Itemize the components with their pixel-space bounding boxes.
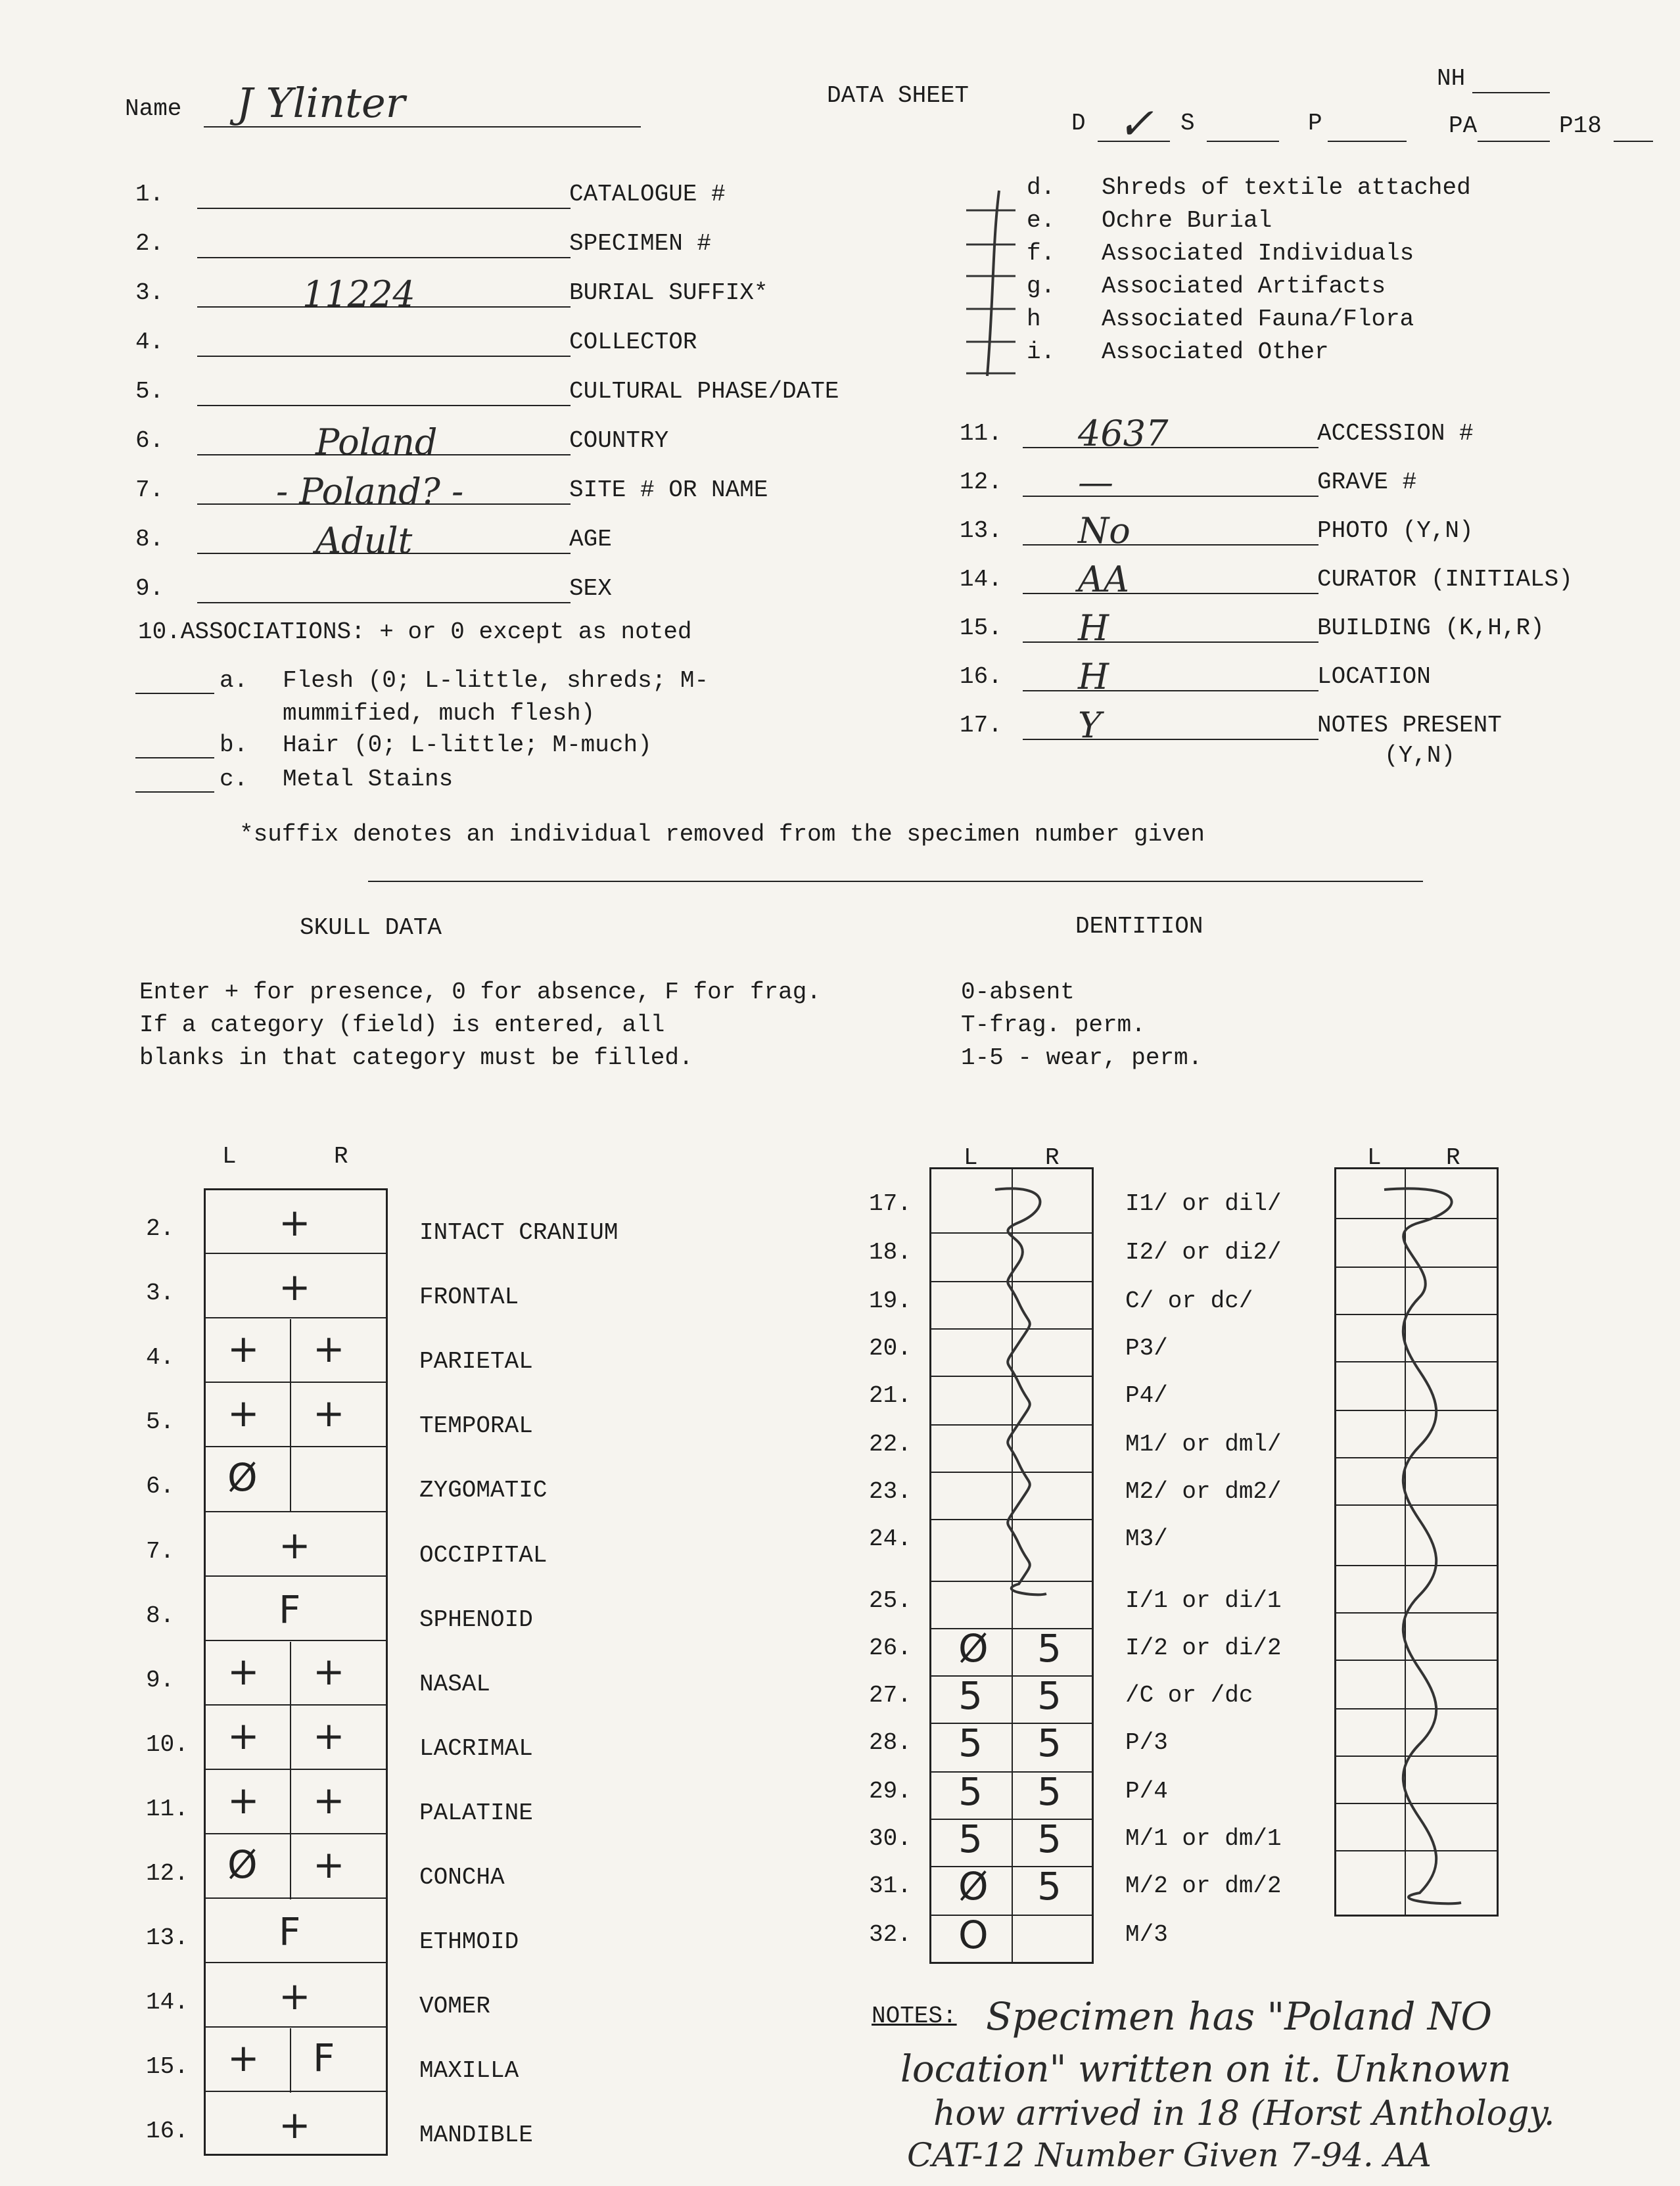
skull-cell-center[interactable]: +: [279, 2103, 311, 2148]
assoc-blank: [135, 757, 214, 758]
name-label: Name: [125, 95, 182, 122]
assoc-blank: [135, 791, 214, 793]
skull-row-label: MAXILLA: [419, 2057, 519, 2085]
dentition-cell-right[interactable]: 5: [1037, 1769, 1062, 1814]
dentition-row-number: 32.: [869, 1921, 912, 1948]
field-number: 1.: [135, 181, 164, 208]
skull-row-number: 13.: [146, 1924, 189, 1952]
skull-cell-right[interactable]: +: [313, 1777, 345, 1823]
dentition-legend-2: T-frag. perm.: [961, 1012, 1146, 1038]
dentition-row-number: 25.: [869, 1587, 912, 1614]
field-line: [1023, 641, 1318, 643]
s-line: [1207, 141, 1279, 142]
field-line: [197, 602, 571, 603]
field-number: 11.: [960, 420, 1002, 447]
dentition-row-label: P/4: [1125, 1778, 1168, 1805]
dentition-cell-left[interactable]: Ø: [958, 1626, 989, 1671]
skull-col-divider: [290, 1771, 291, 1835]
skull-col-divider: [290, 2028, 291, 2093]
pa-label: PA: [1449, 112, 1478, 139]
assoc-text: Associated Artifacts: [1102, 273, 1386, 300]
dentition-row-label: M3/: [1125, 1525, 1168, 1552]
name-value[interactable]: J Ylinter: [237, 79, 406, 127]
skull-col-divider: [290, 1706, 291, 1771]
skull-cell-center[interactable]: F: [279, 1909, 301, 1955]
notes-line-4[interactable]: CAT-12 Number Given 7-94. AA: [907, 2136, 1432, 2174]
dentition-heading: DENTITION: [1075, 913, 1203, 940]
skull-row-number: 11.: [146, 1795, 189, 1823]
p-line: [1328, 141, 1407, 142]
field-value[interactable]: Adult: [315, 520, 413, 561]
assoc-text: Flesh (0; L-little, shreds; M-: [283, 667, 709, 694]
dentition-row-label: M/1 or dm/1: [1125, 1825, 1282, 1852]
dentition-col-r: R: [1045, 1144, 1060, 1171]
assoc-text: Associated Fauna/Flora: [1102, 306, 1414, 333]
skull-col-l: L: [222, 1143, 237, 1170]
skull-heading: SKULL DATA: [300, 914, 442, 941]
dentition-row-label: P3/: [1125, 1335, 1168, 1362]
dentition-row-number: 30.: [869, 1825, 912, 1852]
dentition-cell-right[interactable]: 5: [1037, 1864, 1062, 1909]
skull-row-number: 15.: [146, 2053, 189, 2081]
skull-row-number: 6.: [146, 1473, 175, 1500]
field-number: 3.: [135, 279, 164, 306]
field-value[interactable]: —: [1078, 461, 1113, 503]
dentition-cell-left[interactable]: O: [958, 1913, 989, 1957]
skull-row-number: 14.: [146, 1989, 189, 2016]
assoc-letter: i.: [1027, 338, 1056, 365]
dentition-row-number: 21.: [869, 1382, 912, 1409]
field-value[interactable]: Y: [1078, 705, 1102, 746]
dentition-cell-right[interactable]: 5: [1037, 1673, 1062, 1718]
field-number: 8.: [135, 526, 164, 553]
skull-cell-left[interactable]: +: [227, 1648, 260, 1694]
dentition-legend-3: 1-5 - wear, perm.: [961, 1044, 1203, 1071]
skull-cell-left[interactable]: +: [227, 1777, 260, 1823]
skull-cell-center[interactable]: +: [279, 1265, 311, 1310]
field-label: SEX: [569, 575, 612, 602]
page-title: DATA SHEET: [827, 82, 969, 109]
dentition-cell-right[interactable]: 5: [1037, 1626, 1062, 1671]
skull-row-label: CONCHA: [419, 1864, 505, 1891]
field-number: 7.: [135, 477, 164, 503]
field-label: COLLECTOR: [569, 329, 697, 356]
skull-cell-left[interactable]: +: [227, 1326, 260, 1372]
associations-heading: 10.ASSOCIATIONS: + or 0 except as noted: [138, 618, 692, 645]
field-label: ACCESSION #: [1317, 420, 1474, 447]
skull-cell-left[interactable]: +: [227, 2035, 260, 2081]
dentition-legend-1: 0-absent: [961, 979, 1075, 1006]
dentition-row-label: C/ or dc/: [1125, 1288, 1253, 1314]
field-number: 16.: [960, 663, 1002, 690]
field-value[interactable]: AA: [1078, 559, 1129, 600]
skull-cell-left[interactable]: Ø: [227, 1842, 258, 1887]
field-label: BURIAL SUFFIX*: [569, 279, 768, 306]
skull-cell-center[interactable]: F: [279, 1587, 301, 1632]
nh-label: NH: [1437, 65, 1466, 92]
assoc-text: Shreds of textile attached: [1102, 174, 1471, 201]
skull-instruction-3: blanks in that category must be filled.: [139, 1044, 693, 1071]
d-label: D: [1071, 110, 1086, 137]
skull-row-number: 9.: [146, 1666, 175, 1694]
dentition-row-label: I1/ or dil/: [1125, 1190, 1282, 1217]
dentition2-col-l: L: [1367, 1144, 1382, 1171]
assoc-letter: d.: [1027, 174, 1056, 201]
notes-line-3[interactable]: how arrived in 18 (Horst Anthology.: [933, 2094, 1555, 2133]
skull-cell-left[interactable]: +: [227, 1391, 260, 1436]
dentition-row-number: 23.: [869, 1478, 912, 1505]
skull-instruction-2: [139, 1012, 665, 1038]
field-value[interactable]: Poland: [315, 421, 438, 463]
dentition-row-label: /C or /dc: [1125, 1682, 1253, 1709]
field-label: CULTURAL PHASE/DATE: [569, 378, 839, 405]
dentition-cell-left[interactable]: 5: [958, 1769, 983, 1814]
skull-row-label: FRONTAL: [419, 1284, 519, 1311]
skull-row-line: [206, 1640, 386, 1641]
field-label: PHOTO (Y,N): [1317, 517, 1474, 544]
skull-row-number: 8.: [146, 1602, 175, 1629]
skull-row-line: [206, 1704, 386, 1706]
field-line: [1023, 447, 1318, 448]
dentition-row-label: I/2 or di/2: [1125, 1635, 1282, 1662]
dentition-row-line: [931, 1771, 1092, 1773]
field-number: 14.: [960, 566, 1002, 593]
dentition-row-number: 29.: [869, 1778, 912, 1805]
skull-cell-right[interactable]: +: [313, 1326, 345, 1372]
dentition2-col-r: R: [1446, 1144, 1460, 1171]
skull-col-divider: [290, 1448, 291, 1512]
skull-row-label: INTACT CRANIUM: [419, 1219, 618, 1246]
field-number: 5.: [135, 378, 164, 405]
section-divider: [368, 881, 1423, 882]
field-value[interactable]: 11224: [302, 273, 415, 315]
skull-row-label: TEMPORAL: [419, 1412, 533, 1440]
dentition-row-number: 22.: [869, 1431, 912, 1458]
dentition-cell-left[interactable]: 5: [958, 1817, 983, 1861]
skull-cell-right[interactable]: F: [313, 2035, 335, 2081]
field-number: 6.: [135, 427, 164, 454]
field-line: [1023, 544, 1318, 546]
dentition-row-label: I2/ or di2/: [1125, 1239, 1282, 1266]
assoc-text: Ochre Burial: [1102, 207, 1272, 234]
skull-col-divider: [290, 1642, 291, 1706]
dentition-row-number: 24.: [869, 1525, 912, 1552]
skull-row-label: LACRIMAL: [419, 1734, 533, 1762]
dentition-cell-right[interactable]: 5: [1037, 1721, 1062, 1765]
field-line: [1023, 593, 1318, 594]
dentition-row-line: [931, 1628, 1092, 1629]
assoc-letter: c.: [220, 766, 248, 793]
skull-row-line: [206, 1575, 386, 1577]
field-line: [1023, 496, 1318, 497]
skull-cell-center[interactable]: +: [279, 1522, 311, 1568]
dentition-row-line: [931, 1819, 1092, 1820]
field-label: NOTES PRESENT: [1317, 712, 1502, 739]
field-label: AGE: [569, 526, 612, 553]
dentition-row-number: 28.: [869, 1729, 912, 1756]
pa-line: [1478, 141, 1550, 142]
assoc-text: Associated Other: [1102, 338, 1329, 365]
field-label: SITE # OR NAME: [569, 477, 768, 503]
assoc-letter: f.: [1027, 240, 1056, 267]
skull-row-line: [206, 1897, 386, 1899]
field-value[interactable]: - Poland? -: [276, 471, 464, 512]
skull-row-line: [206, 2026, 386, 2028]
dentition-row-label: M/3: [1125, 1921, 1168, 1948]
dentition-row-label: M1/ or dml/: [1125, 1431, 1282, 1458]
dentition-row-number: 20.: [869, 1335, 912, 1362]
skull-row-number: 16.: [146, 2118, 189, 2145]
dentition-cell-left[interactable]: 5: [958, 1721, 983, 1765]
field-number: 17.: [960, 712, 1002, 739]
assoc-letter: e.: [1027, 207, 1056, 234]
field-label: GRAVE #: [1317, 469, 1417, 496]
assoc-text: Hair (0; L-little; M-much): [283, 732, 652, 758]
skull-row-number: 2.: [146, 1215, 175, 1242]
skull-row-line: [206, 2091, 386, 2092]
field-label-2: (Y,N): [1384, 742, 1456, 769]
skull-cell-right[interactable]: +: [313, 1648, 345, 1694]
assoc-letter: b.: [220, 732, 248, 758]
field-value[interactable]: No: [1078, 510, 1131, 551]
dentition-col-l: L: [964, 1144, 978, 1171]
dentition-row-line: [931, 1915, 1092, 1916]
skull-row-label: SPHENOID: [419, 1606, 533, 1633]
dentition-row-number: 31.: [869, 1872, 912, 1899]
dentition-strike-mark: [979, 1183, 1058, 1604]
skull-row-line: [206, 1317, 386, 1318]
field-label: CURATOR (INITIALS): [1317, 566, 1573, 593]
dentition-row-label: P/3: [1125, 1729, 1168, 1756]
field-value[interactable]: H: [1078, 607, 1109, 649]
dentition-row-number: 27.: [869, 1682, 912, 1709]
dentition-row-line: [931, 1675, 1092, 1677]
assoc-text: Metal Stains: [283, 766, 454, 793]
field-label: CATALOGUE #: [569, 181, 726, 208]
assoc-blank: [135, 693, 214, 694]
skull-cell-right[interactable]: +: [313, 1713, 345, 1758]
notes-label: NOTES:: [872, 2003, 957, 2030]
skull-row-number: 12.: [146, 1860, 189, 1887]
skull-cell-center[interactable]: +: [279, 1200, 311, 1245]
p18-line: [1614, 141, 1653, 142]
field-number: 2.: [135, 230, 164, 257]
skull-row-number: 5.: [146, 1408, 175, 1436]
field-line: [197, 257, 571, 258]
skull-row-line: [206, 1833, 386, 1834]
assoc-letter: a.: [220, 667, 248, 694]
skull-row-label: ETHMOID: [419, 1928, 519, 1956]
field-line: [1023, 739, 1318, 740]
dentition2-strike-mark: [1361, 1183, 1479, 1913]
dentition-row-line: [931, 1866, 1092, 1867]
assoc-text-2: mummified, much flesh): [283, 700, 595, 727]
skull-cell-right[interactable]: +: [313, 1842, 345, 1887]
dentition-row-number: 17.: [869, 1190, 912, 1217]
field-number: 15.: [960, 615, 1002, 641]
skull-instruction-2-text: If a category (field) is entered, all: [139, 1012, 665, 1038]
skull-cell-right[interactable]: +: [313, 1391, 345, 1436]
assoc-text: Associated Individuals: [1102, 240, 1414, 267]
skull-col-divider: [290, 1319, 291, 1384]
dentition-row-label: M/2 or dm/2: [1125, 1872, 1282, 1899]
suffix-footnote: *suffix denotes an individual removed from the specimen number given: [239, 821, 1205, 848]
skull-cell-left[interactable]: Ø: [227, 1455, 258, 1500]
dentition-cell-left[interactable]: 5: [958, 1673, 983, 1718]
skull-row-label: VOMER: [419, 1993, 491, 2020]
assoc-letter: h: [1027, 306, 1041, 333]
skull-row-label: PALATINE: [419, 1799, 533, 1826]
skull-row-line: [206, 1511, 386, 1512]
skull-col-divider: [290, 1384, 291, 1448]
p-label: P: [1308, 110, 1322, 137]
field-label: LOCATION: [1317, 663, 1431, 690]
field-label: SPECIMEN #: [569, 230, 712, 257]
dentition-row-line: [931, 1723, 1092, 1724]
skull-cell-center[interactable]: +: [279, 1974, 311, 2019]
field-label: BUILDING (K,H,R): [1317, 615, 1545, 641]
assoc-letter: g.: [1027, 273, 1056, 300]
field-number: 13.: [960, 517, 1002, 544]
field-number: 4.: [135, 329, 164, 356]
skull-row-label: PARIETAL: [419, 1348, 533, 1376]
skull-row-line: [206, 1962, 386, 1963]
field-line: [197, 356, 571, 357]
skull-row-number: 7.: [146, 1537, 175, 1565]
skull-col-r: R: [334, 1143, 348, 1170]
dentition-cell-right[interactable]: 5: [1037, 1817, 1062, 1861]
dentition-row-label: I/1 or di/1: [1125, 1587, 1282, 1614]
dentition-row-number: 18.: [869, 1239, 912, 1266]
field-line: [197, 405, 571, 406]
skull-row-line: [206, 1253, 386, 1254]
dentition-row-number: 26.: [869, 1635, 912, 1662]
p18-label: P18: [1559, 112, 1602, 139]
skull-row-line: [206, 1382, 386, 1383]
notes-line-2[interactable]: location" written on it. Unknown: [900, 2048, 1512, 2091]
skull-row-number: 10.: [146, 1731, 189, 1758]
s-label: S: [1180, 110, 1195, 137]
d-check: ✓: [1117, 99, 1154, 149]
skull-row-number: 4.: [146, 1344, 175, 1372]
field-label: COUNTRY: [569, 427, 669, 454]
skull-row-number: 3.: [146, 1280, 175, 1307]
skull-row-line: [206, 1769, 386, 1770]
skull-row-label: ZYGOMATIC: [419, 1477, 548, 1504]
skull-row-label: MANDIBLE: [419, 2122, 533, 2149]
field-value[interactable]: 4637: [1078, 413, 1169, 454]
nh-line: [1472, 92, 1550, 93]
skull-col-divider: [290, 1835, 291, 1899]
skull-row-line: [206, 1446, 386, 1447]
skull-row-label: OCCIPITAL: [419, 1541, 548, 1569]
field-number: 9.: [135, 575, 164, 602]
skull-row-label: NASAL: [419, 1670, 491, 1698]
skull-cell-left[interactable]: +: [227, 1713, 260, 1758]
skull-instruction-1: Enter + for presence, 0 for absence, F for frag.: [139, 979, 821, 1006]
field-value[interactable]: H: [1078, 656, 1109, 697]
field-line: [197, 208, 571, 209]
notes-line-1[interactable]: Specimen has "Poland NO: [986, 1994, 1493, 2039]
dentition-row-label: P4/: [1125, 1382, 1168, 1409]
dentition-row-number: 19.: [869, 1288, 912, 1314]
associations-bracket: [953, 184, 1025, 381]
field-number: 12.: [960, 469, 1002, 496]
field-line: [1023, 690, 1318, 691]
dentition-row-label: M2/ or dm2/: [1125, 1478, 1282, 1505]
dentition-cell-left[interactable]: Ø: [958, 1864, 989, 1909]
